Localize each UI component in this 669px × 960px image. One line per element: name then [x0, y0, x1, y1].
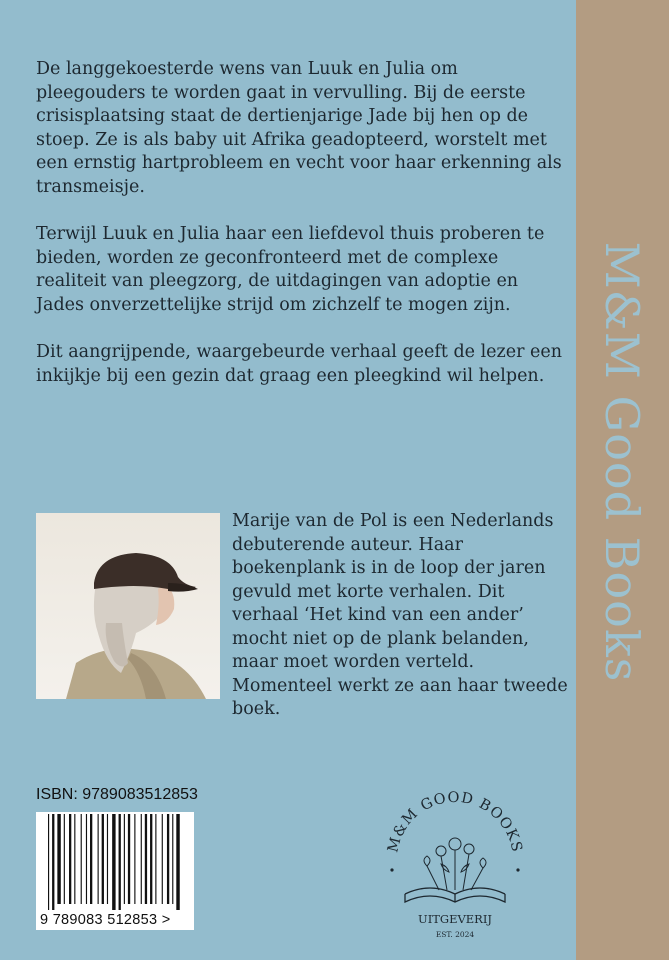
blurb-paragraph-3: Dit aangrijpende, waargebeurde verhaal geeft de lezer een inkijkje bij een gezin dat graag een pleegkind wil helpen.	[36, 342, 563, 386]
spine-title: M&M Good Books	[595, 241, 649, 683]
publisher-arc-text: M&M GOOD BOOKS	[385, 789, 525, 855]
author-bio: Marije van de Pol is een Nederlands debuterende auteur. Haar boekenplank is in de loop der jaren gevuld met korte verhalen. Dit verhaal ‘Het kind van een ander’ mocht niet op de plank belanden, maar moet worden verteld. Momenteel werkt ze aan haar tweede boek.	[232, 511, 568, 719]
barcode-digits: 9 789083 512853 >	[40, 912, 171, 928]
publisher-imprint: UITGEVERIJ	[418, 912, 492, 926]
blurb-paragraph-2: Terwijl Luuk en Julia haar een liefdevol thuis proberen te bieden, worden ze geconfronteerd met de complexe realiteit van pleegzorg, de uitdagingen van adoptie en Jades onverzettelijke strijd om zichzelf te mogen zijn.	[36, 224, 545, 315]
publisher-logo	[375, 778, 535, 943]
svg-text:M&M GOOD BOOKS	[385, 790, 524, 854]
author-photo	[36, 513, 220, 699]
back-cover-blurb	[36, 58, 566, 412]
barcode-bars	[36, 814, 194, 910]
open-book-icon	[405, 888, 505, 902]
publisher-established: EST. 2024	[435, 930, 475, 939]
flower-bouquet-icon	[424, 838, 486, 890]
blurb-paragraph-1: De langgekoesterde wens van Luuk en Julia om pleegouders te worden gaat in vervulling. Bij de eerste crisisplaatsing staat de dertienjarige Jade bij hen op de stoep. Ze is als baby uit Afrika geadopteerd, worstelt met een ernstig hartprobleem en vecht voor haar erkenning als transmeisje.	[36, 59, 562, 197]
isbn-label: ISBN: 9789083512853	[36, 786, 198, 803]
isbn-barcode	[36, 812, 194, 930]
